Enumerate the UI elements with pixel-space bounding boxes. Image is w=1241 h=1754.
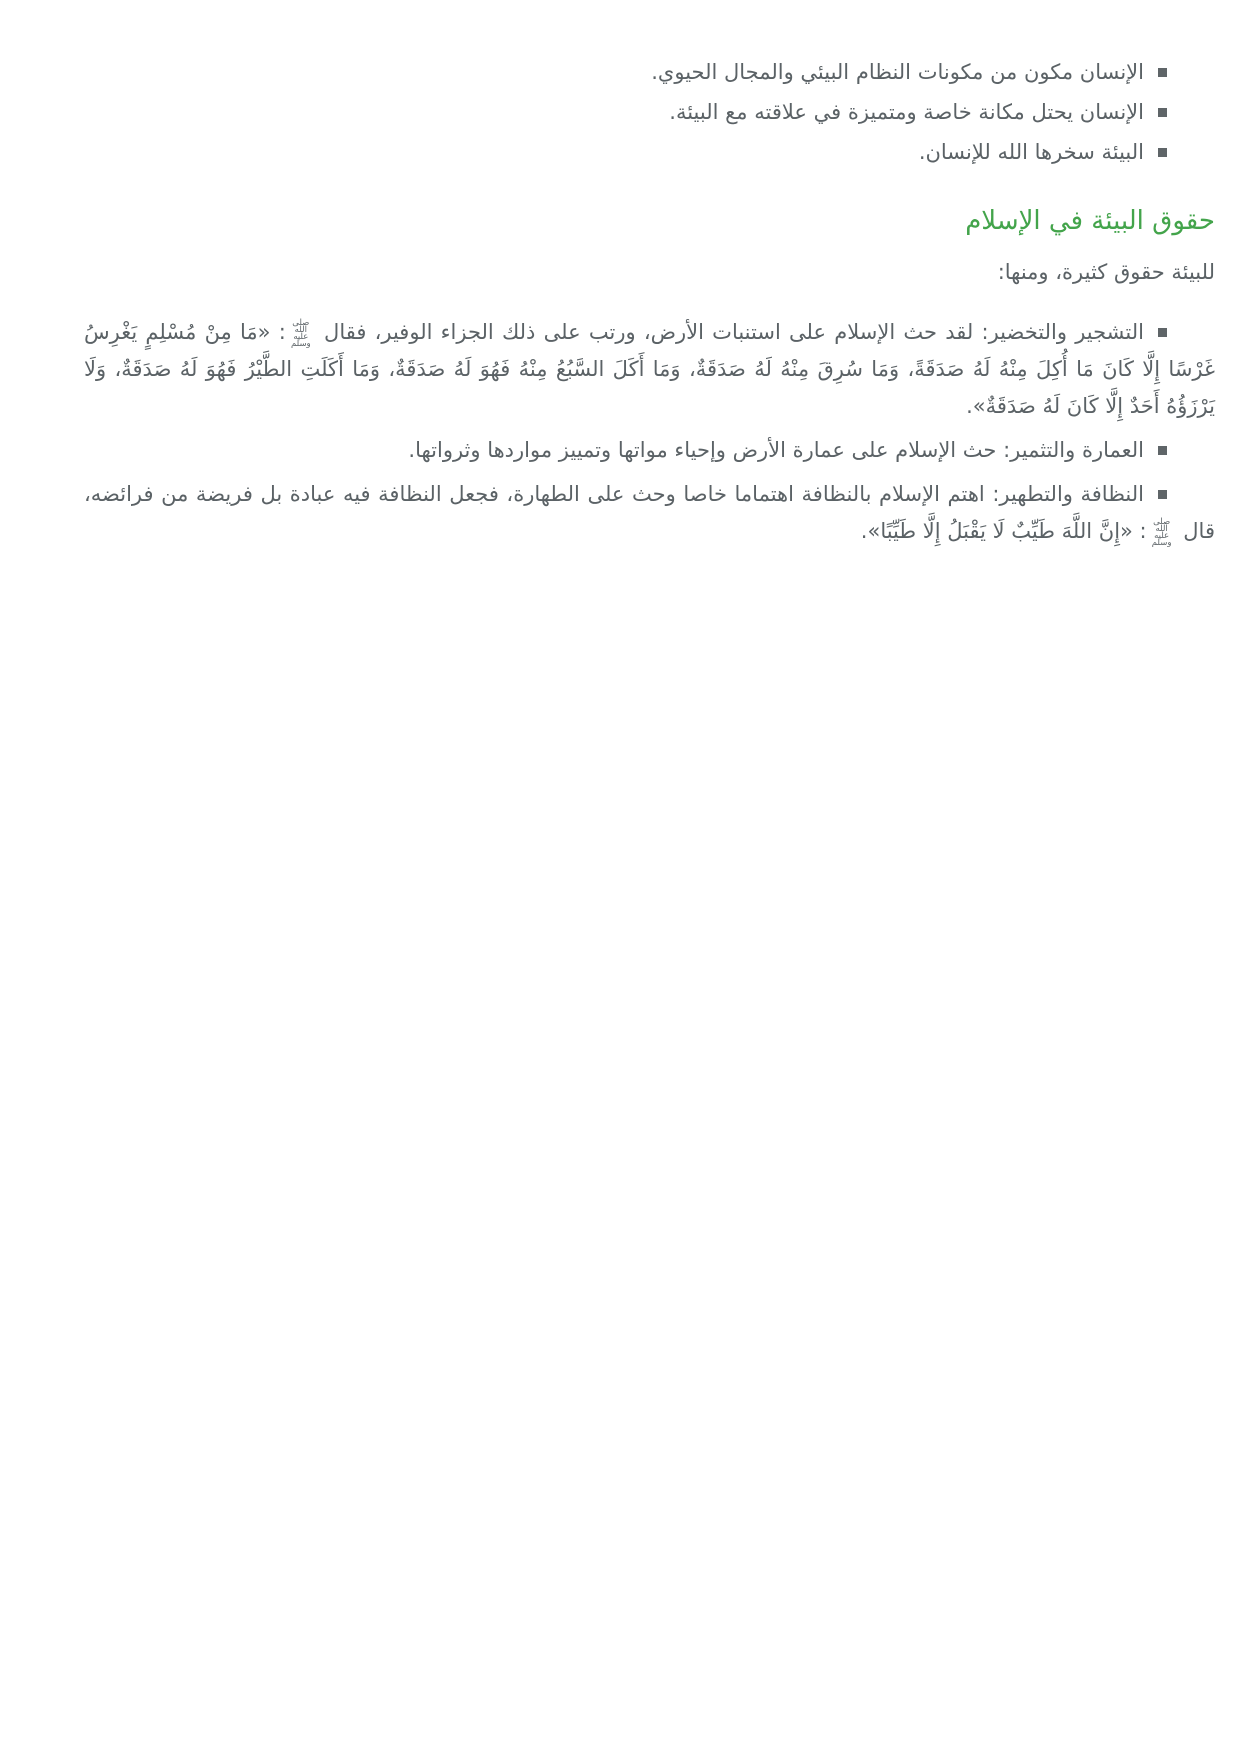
list-item-text: التشجير والتخضير: لقد حث الإسلام على استنبات الأرض، ورتب على ذلك الجزاء الوفير، فقال — [315, 320, 1144, 344]
list-item-text: النظافة والتطهير: اهتم الإسلام بالنظافة اهتماما خاصا وحث على الطهارة، فجعل النظافة فيه عبادة بل فريضة من فرائضه، قال — [84, 482, 1215, 543]
bullet-square-icon — [1158, 446, 1167, 455]
list-item — [84, 92, 1215, 132]
list-item-cleanliness — [84, 476, 1215, 550]
pbuh-honorific-mark: صلى الله عليه وسلم — [290, 318, 311, 349]
bullet-square-icon — [1158, 148, 1167, 157]
bullet-square-icon — [1158, 68, 1167, 77]
list-item-tree-planting — [84, 314, 1215, 425]
section-intro-text: للبيئة حقوق كثيرة، ومنها: — [997, 260, 1215, 284]
list-item-land-cultivation — [84, 432, 1215, 469]
section-heading: حقوق البيئة في الإسلام — [965, 206, 1215, 236]
list-item-text: الإنسان يحتل مكانة خاصة ومتميزة في علاقته مع البيئة. — [669, 100, 1144, 124]
bullet-square-icon — [1158, 108, 1167, 117]
list-item-text: الإنسان مكون من مكونات النظام البيئي والمجال الحيوي. — [651, 60, 1144, 84]
bullet-square-icon — [1158, 490, 1167, 499]
hadith-quote-text: : «مَا مِنْ مُسْلِمٍ يَغْرِسُ غَرْسًا إِلَّا كَانَ مَا أُكِلَ مِنْهُ لَهُ صَدَقَةً، وَمَا سُرِقَ مِنْهُ لَهُ صَدَقَةٌ، وَمَا أَكَلَ السَّبُعُ مِنْهُ فَهُوَ لَهُ صَدَقَةٌ، وَمَا أَكَلَتِ الطَّيْرُ فَهُوَ لَهُ صَدَقَةٌ، وَلَا يَرْزَؤُهُ أَحَدٌ إِلَّا كَانَ لَهُ صَدَقَةٌ». — [84, 320, 1215, 418]
bullet-square-icon — [1158, 328, 1167, 337]
list-item-text: العمارة والتثمير: حث الإسلام على عمارة الأرض وإحياء مواتها وتمييز مواردها وثرواتها. — [408, 438, 1144, 462]
pbuh-honorific-mark: صلى الله عليه وسلم — [1151, 517, 1172, 548]
environment-rights-list — [84, 314, 1215, 550]
environment-facts-list — [84, 52, 1215, 172]
hadith-quote-text: : «إِنَّ اللَّهَ طَيِّبٌ لَا يَقْبَلُ إِلَّا طَيِّبًا». — [860, 519, 1147, 543]
list-item — [84, 132, 1215, 172]
list-item — [84, 52, 1215, 92]
list-item-text: البيئة سخرها الله للإنسان. — [918, 140, 1144, 164]
